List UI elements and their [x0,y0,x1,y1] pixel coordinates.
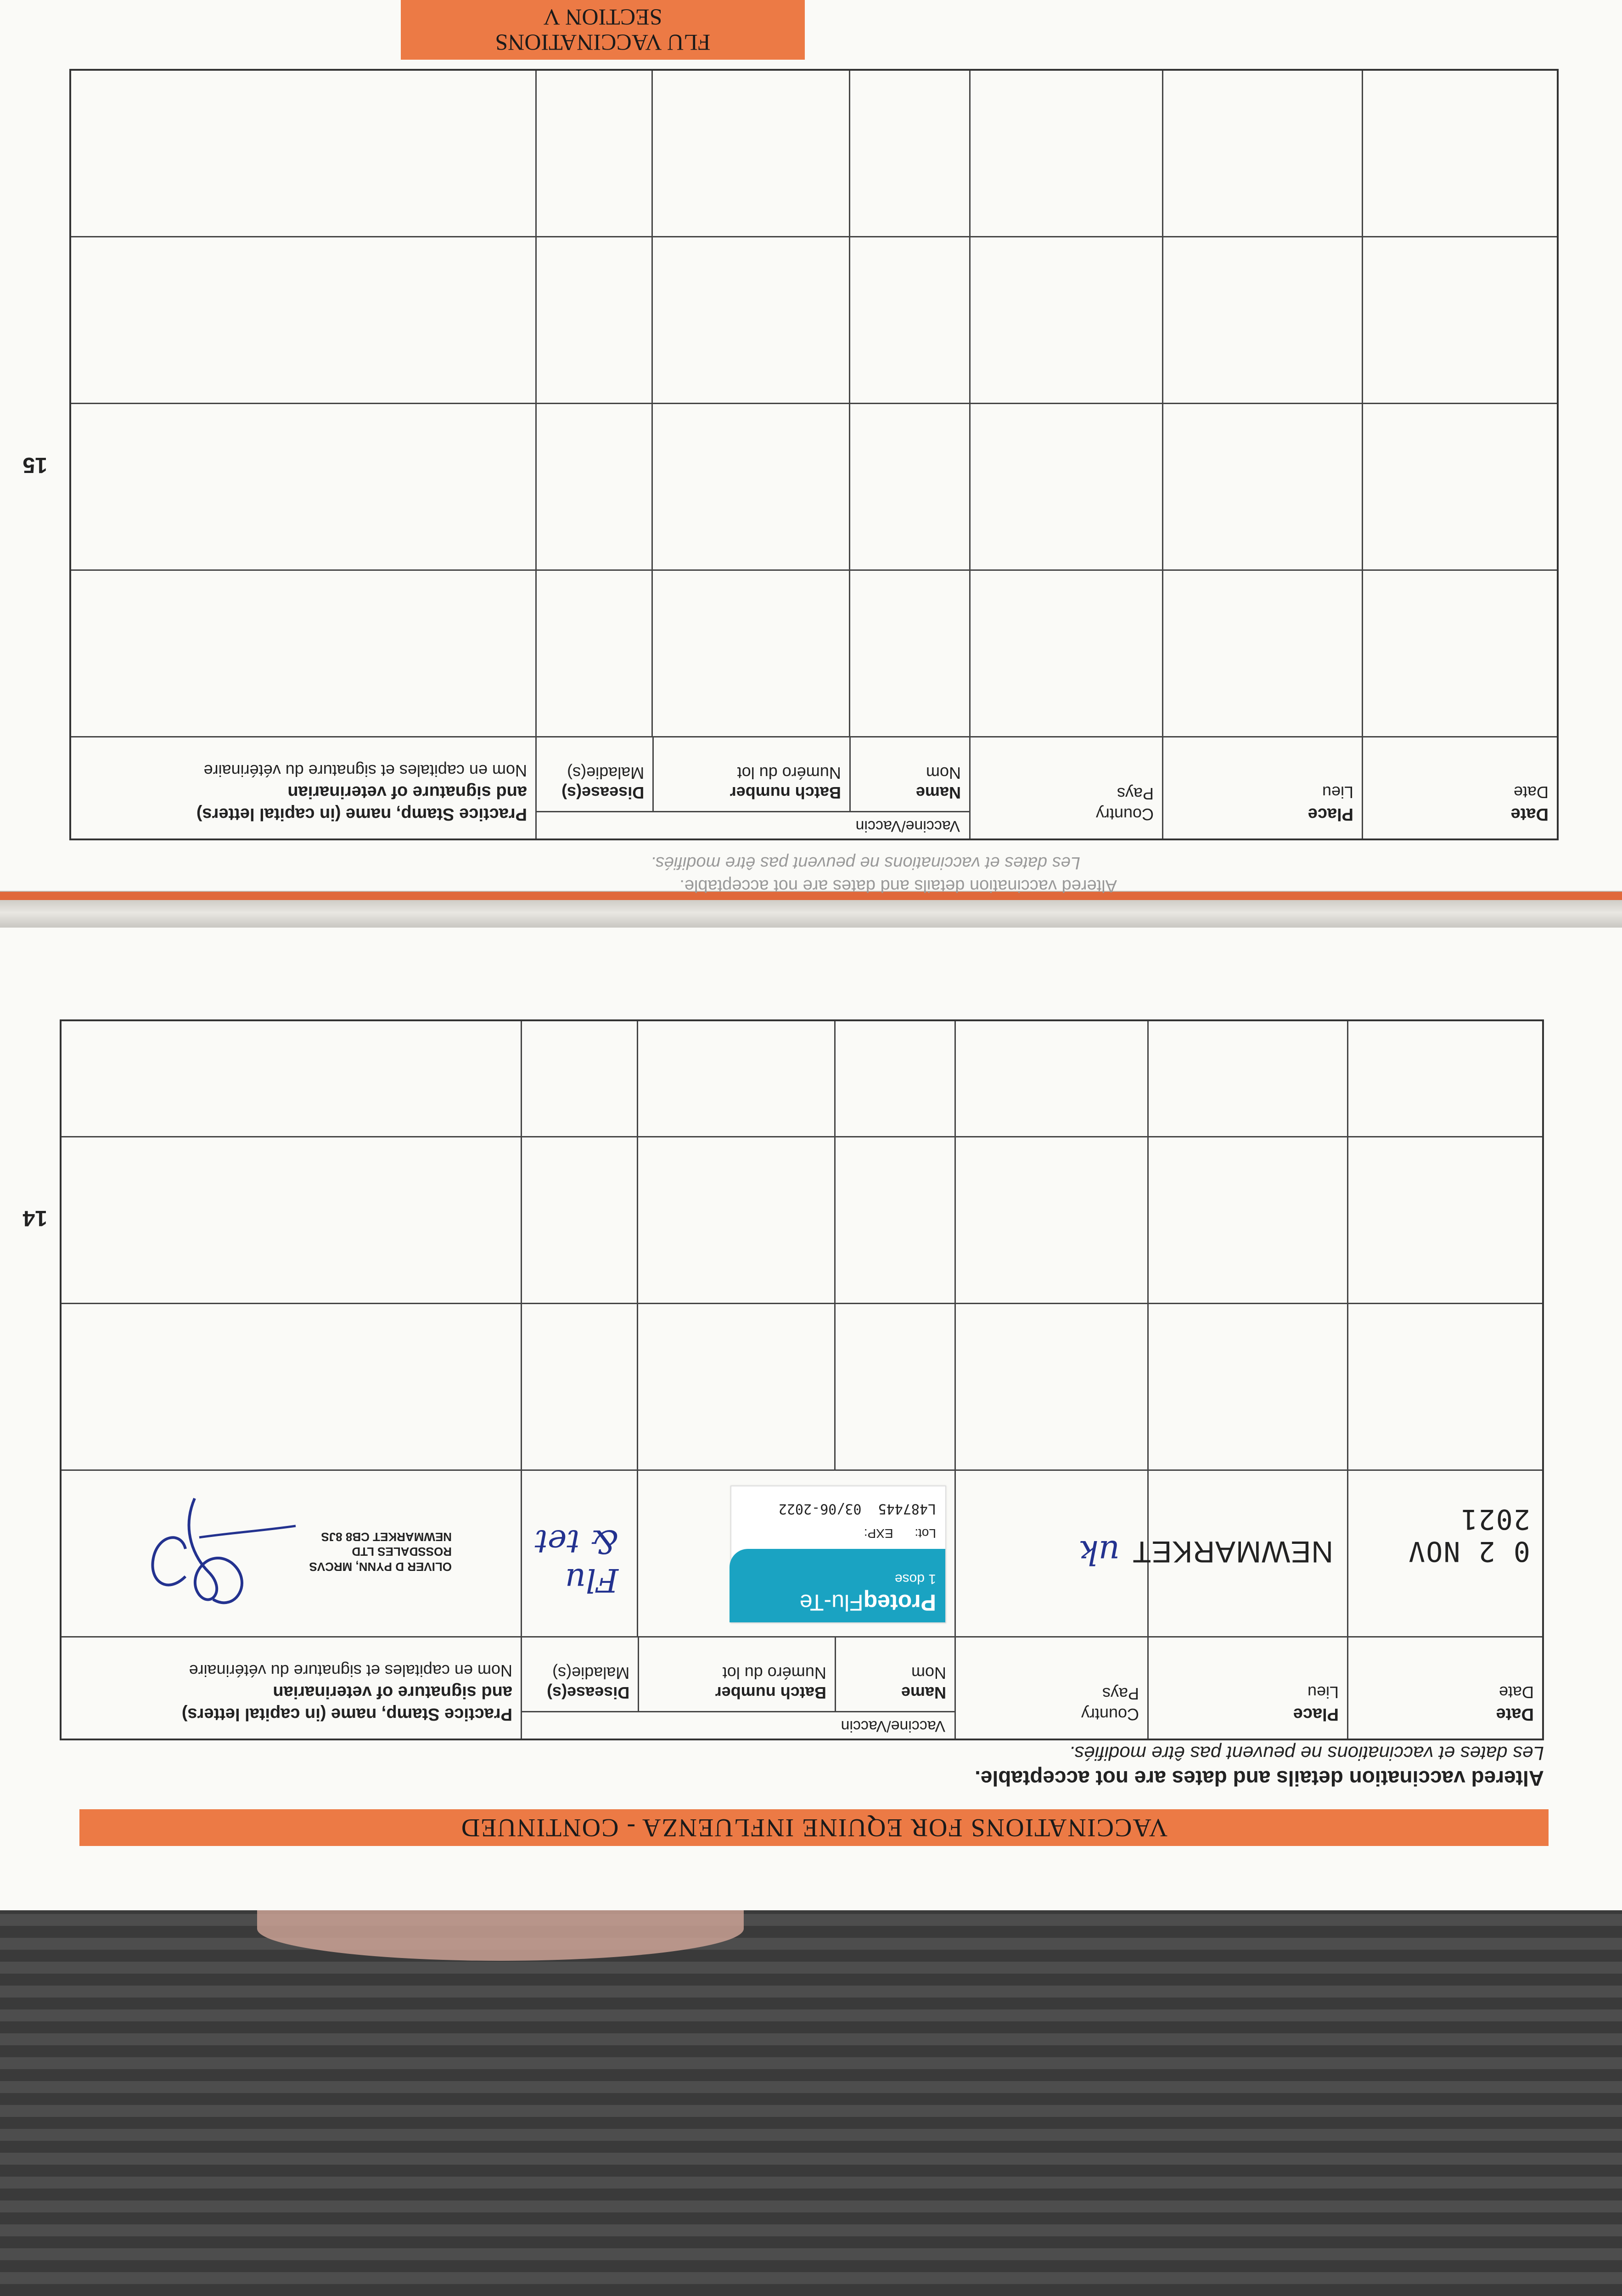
section-banner: VACCINATIONS FOR EQUINE INFLUENZA - CONTINUED [79,1809,1549,1846]
lot-exp-values: L487445 03/06-2022 [778,1501,936,1517]
header-date: Date Date [1347,1638,1542,1739]
warning-french: Les dates et vaccinations ne peuvent pas être modifiés. [1069,1743,1544,1764]
vaccine-sticker-brand [730,1549,945,1622]
place-stamp: NEWMARKET [1132,1535,1333,1569]
lot-exp-labels: Lot: EXP: [864,1526,936,1541]
vaccine-sticker [730,1486,946,1623]
table-row [71,404,1557,571]
header-vaccine: Vaccine/Vaccin [537,811,969,838]
table-row [71,237,1557,404]
warning-text [75,1742,1544,1791]
table-row [71,71,1557,237]
country-handwritten: uk [1078,1533,1120,1572]
header-stamp: Practice Stamp, name (in capital letters) and signature of veterinarian Nom en capitales et signature du vétérinaire [196,761,527,824]
header-diseases: Disease(s) Maladie(s) [561,763,645,802]
header-date: Date Date [1362,737,1557,838]
header-vaccine: Vaccine/Vaccin [522,1711,954,1739]
diseases-handwritten: Flu & tet [534,1523,618,1599]
vaccination-table [60,1019,1544,1740]
page-15 [0,0,1622,895]
table-row [71,571,1557,737]
cell-diseases [521,1471,637,1636]
header-vaccine-group [535,737,969,838]
cell-vet-stamp [62,1471,521,1636]
vaccine-dose: 1 dose [894,1571,936,1587]
date-stamp: 0 2 NOV 2021 [1408,1503,1530,1567]
brand-bold: Proteq [863,1590,936,1615]
cell-date [1347,1471,1542,1636]
header-batch: Batch number Numéro du lot [638,1638,835,1711]
vaccination-table-2 [69,69,1559,840]
header-country: Country Pays [954,1638,1147,1739]
warning-english-faint: Altered vaccination details and dates are not acceptable. [679,876,1117,895]
header-diseases: Disease(s) Maladie(s) [547,1663,630,1702]
header-batch: Batch number Numéro du lot [652,737,849,811]
table-row [62,1304,1542,1471]
header-place: Place Lieu [1162,737,1362,838]
vet-stamp: OLIVER D PYNN, MRCVS ROSSDALES LTD NEWMARKET CB8 8JS [309,1530,452,1574]
table-row [62,1021,1542,1137]
header-stamp: Practice Stamp, name (in capital letters) and signature of veterinarian Nom en capitales et signature du vétérinaire [181,1661,512,1724]
warning-french-faint: Les dates et vaccinations ne peuvent pas être modifiés. [651,853,1080,872]
cell-place [1132,1471,1347,1636]
cell-country [954,1471,1147,1636]
section-tab: FLU VACCINATIONS SECTION V [401,0,805,60]
table-header-2 [71,737,1557,838]
warning-english: Altered vaccination details and dates are not acceptable. [975,1767,1544,1790]
table-header [62,1638,1542,1739]
background-fabric [0,1906,1622,2296]
cell-vaccine-label [637,1471,954,1636]
header-name: Name Nom [835,1638,954,1711]
page-number-14: 14 [22,1206,47,1230]
header-vaccine-group [521,1638,954,1739]
page-14 [0,928,1622,1846]
vet-signature [130,1485,305,1632]
table-row [62,1471,1542,1638]
page-number-15: 15 [22,453,47,477]
brand-rest: Flu-Te [799,1590,864,1615]
header-place: Place Lieu [1147,1638,1347,1739]
header-country: Country Pays [969,737,1162,838]
header-name: Name Nom [849,737,969,811]
table-row [62,1137,1542,1304]
